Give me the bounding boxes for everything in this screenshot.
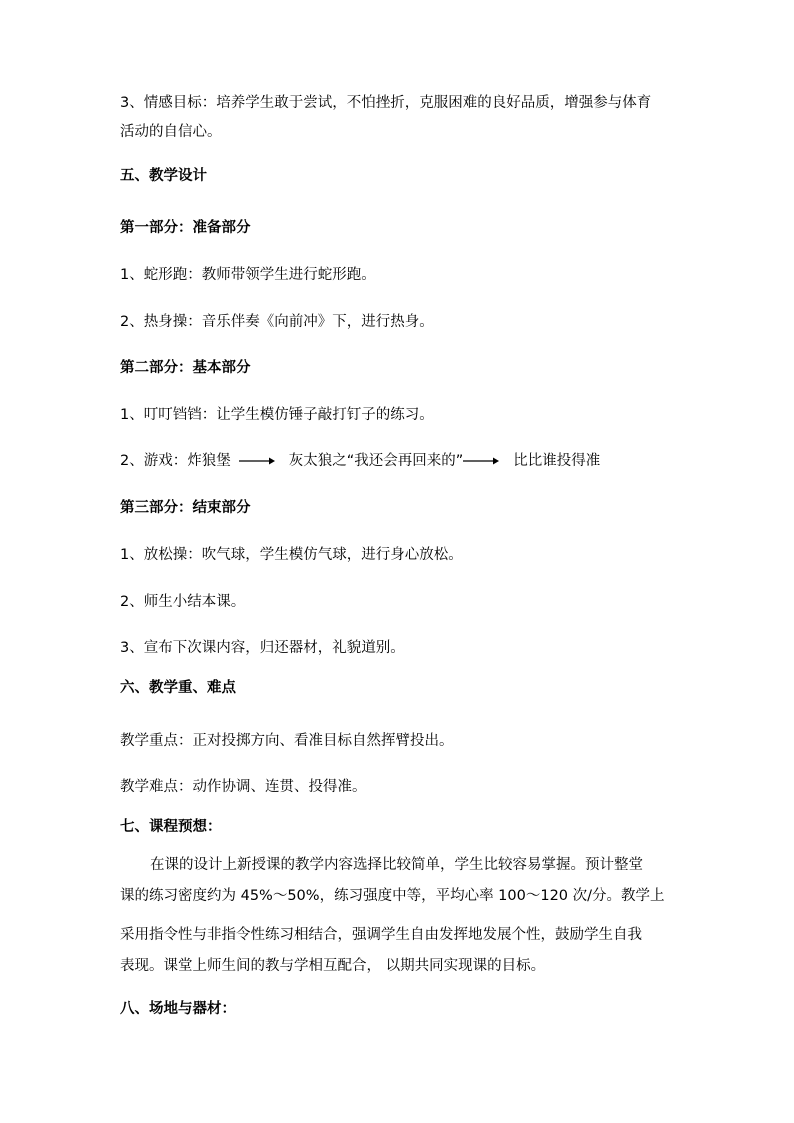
- ending-item-2: 2、师生小结本课。: [120, 594, 246, 610]
- expectation-paragraph-line-2: 课的练习密度约为 45%～50%，练习强度中等，平均心率 100～120 次/分。教学上: [120, 888, 665, 904]
- game-step-2: 灰太狼之“我还会再回来的”: [288, 453, 464, 469]
- part-heading-basic: 第二部分：基本部分: [120, 360, 251, 376]
- expectation-paragraph-line-1: 在课的设计上新授课的教学内容选择比较简单，学生比较容易掌握。预计整堂: [150, 857, 643, 873]
- key-point-line: 教学重点：正对投掷方向、看准目标自然挥臂投出。: [120, 733, 454, 749]
- section-heading-course-expectation: 七、课程预想：: [120, 819, 222, 835]
- part-heading-preparation: 第一部分：准备部分: [120, 220, 251, 236]
- difficult-point-line: 教学难点：动作协调、连贯、投得准。: [120, 779, 367, 795]
- game-step-3: 比比谁投得准: [513, 453, 601, 469]
- right-arrow-icon: [463, 456, 499, 466]
- section-heading-teaching-design: 五、教学设计: [120, 168, 207, 184]
- emotion-goal-line-2: 活动的自信心。: [120, 124, 222, 140]
- expectation-paragraph-line-3: 采用指令性与非指令性练习相结合，强调学生自由发挥地发展个性，鼓励学生自我: [120, 927, 642, 943]
- right-arrow-icon: [239, 456, 275, 466]
- part-heading-ending: 第三部分：结束部分: [120, 500, 251, 516]
- section-heading-key-difficult: 六、教学重、难点: [120, 680, 236, 696]
- basic-item-2-game-flow: [120, 451, 600, 471]
- emotion-goal-line-1: 3、情感目标：培养学生敢于尝试，不怕挫折，克服困难的良好品质，增强参与体育: [120, 95, 652, 111]
- game-step-1: 2、游戏：炸狼堡: [120, 453, 231, 469]
- prep-item-2: 2、热身操：音乐伴奏《向前冲》下，进行热身。: [120, 314, 434, 330]
- section-heading-venue-equipment: 八、场地与器材：: [120, 1001, 236, 1017]
- prep-item-1: 1、蛇形跑：教师带领学生进行蛇形跑。: [120, 267, 376, 283]
- ending-item-3: 3、宣布下次课内容，归还器材，礼貌道别。: [120, 640, 405, 656]
- expectation-paragraph-line-4: 表现。课堂上师生间的教与学相互配合， 以期共同实现课的目标。: [120, 958, 546, 974]
- basic-item-1: 1、叮叮铛铛：让学生模仿锤子敲打钉子的练习。: [120, 407, 434, 423]
- ending-item-1: 1、放松操：吹气球，学生模仿气球，进行身心放松。: [120, 547, 463, 563]
